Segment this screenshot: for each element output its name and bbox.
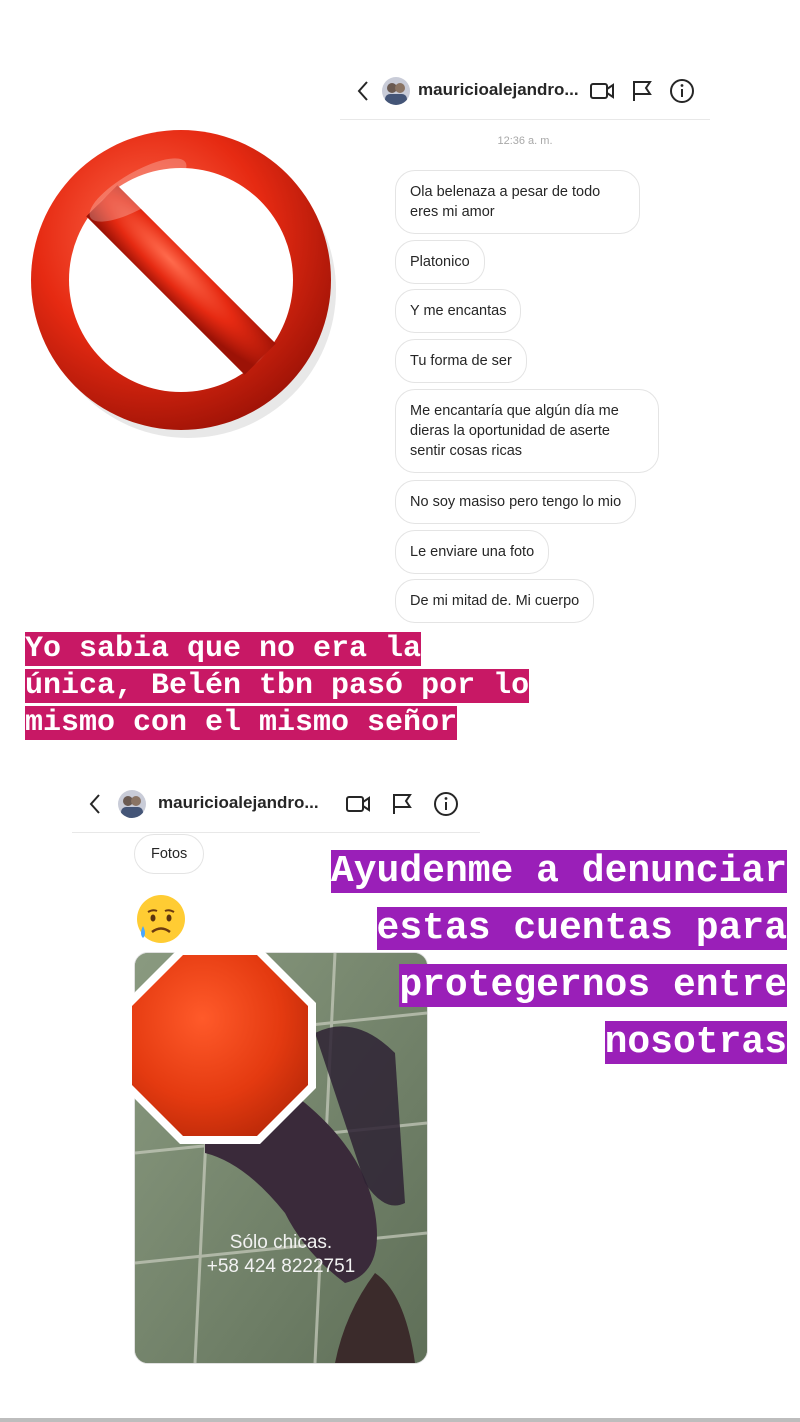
video-call-icon[interactable] (344, 790, 372, 818)
sad-face-emoji-icon (134, 892, 188, 946)
back-chevron-icon[interactable] (352, 77, 374, 105)
overlay-text-pink: Yo sabia que no era la única, Belén tbn pasó por lo mismo con el mismo señor (25, 632, 530, 740)
fotos-bubble[interactable]: Fotos (134, 834, 204, 874)
message-bubble: De mi mitad de. Mi cuerpo (395, 579, 594, 623)
message-bubble: Tu forma de ser (395, 339, 527, 383)
flag-icon[interactable] (388, 790, 416, 818)
prohibited-sign-icon (28, 130, 338, 440)
avatar-icon[interactable] (118, 790, 146, 818)
flag-icon[interactable] (628, 77, 656, 105)
photo-caption-line2: +58 424 8222751 (206, 1256, 356, 1277)
info-icon[interactable] (668, 77, 696, 105)
info-icon[interactable] (432, 790, 460, 818)
chat-header (340, 63, 710, 120)
chat-username[interactable]: mauricioalejandro... (158, 793, 319, 812)
chat-header (72, 776, 480, 833)
photo-caption-line1: Sólo chicas. (229, 1232, 333, 1253)
video-call-icon[interactable] (588, 77, 616, 105)
message-bubble: Platonico (395, 240, 485, 284)
bottom-divider (0, 1418, 800, 1422)
top-chat-screenshot (340, 55, 710, 655)
message-bubble: Le enviare una foto (395, 530, 549, 574)
message-bubble: Ola belenaza a pesar de todo eres mi amor (395, 170, 640, 234)
message-timestamp: 12:36 a. m. (497, 135, 553, 147)
status-bar-cut (340, 55, 710, 61)
message-bubble: Y me encantas (395, 289, 521, 333)
message-bubble: Me encantaría que algún día me dieras la oportunidad de aserte sentir cosas ricas (395, 389, 659, 473)
chat-username[interactable]: mauricioalejandro... (418, 80, 579, 99)
message-bubble: No soy masiso pero tengo lo mio (395, 480, 636, 524)
avatar-icon[interactable] (382, 77, 410, 105)
overlay-text-purple: Ayudenme a denunciar estas cuentas para protegernos entre nosotras (330, 850, 787, 1064)
back-chevron-icon[interactable] (84, 790, 106, 818)
